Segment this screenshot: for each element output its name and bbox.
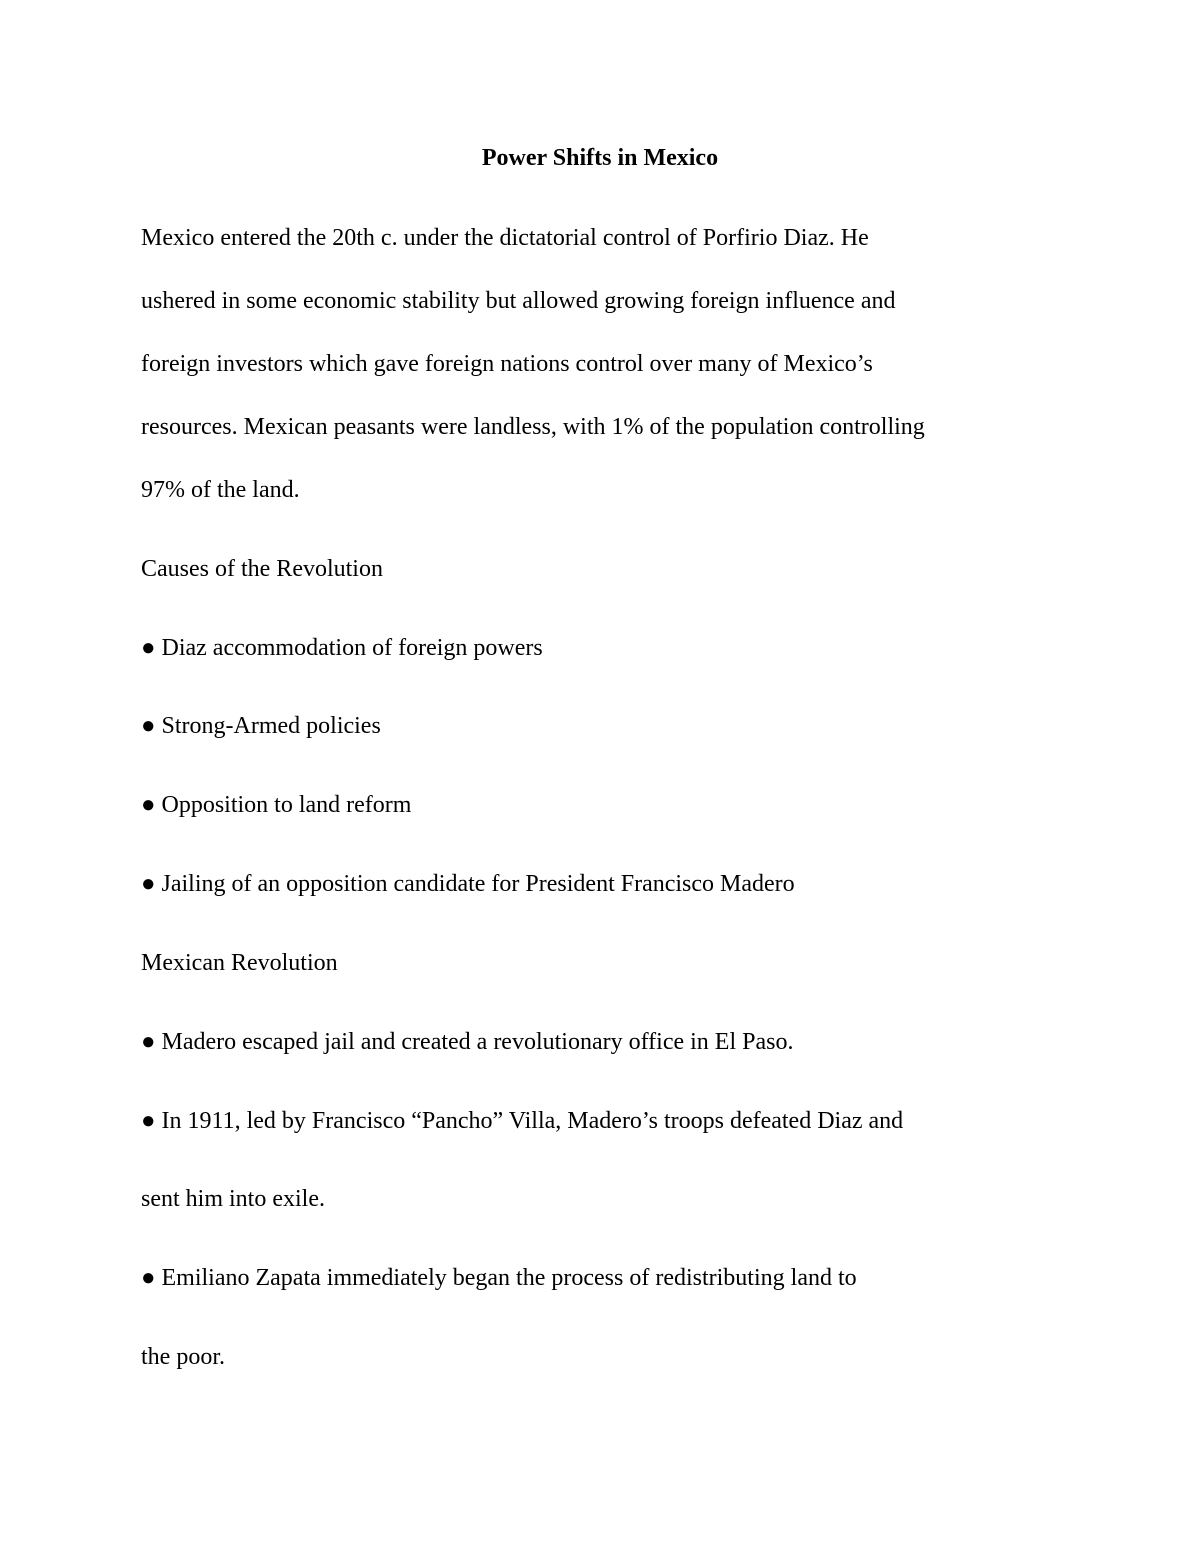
- revolution-heading: Mexican Revolution: [141, 950, 338, 976]
- bullet-icon: ●: [141, 1108, 156, 1134]
- revolution-item: [141, 1263, 857, 1293]
- revolution-item-text: Emiliano Zapata immediately began the process of redistributing land to: [161, 1265, 857, 1291]
- revolution-item-text: Madero escaped jail and created a revolutionary office in El Paso.: [161, 1029, 794, 1055]
- bullet-icon: ●: [141, 871, 156, 897]
- bullet-icon: ●: [141, 713, 156, 739]
- cause-item-text: Jailing of an opposition candidate for President Francisco Madero: [161, 871, 795, 897]
- cause-item-text: Strong-Armed policies: [161, 713, 381, 739]
- revolution-item: [141, 1106, 903, 1136]
- bullet-icon: ●: [141, 792, 156, 818]
- cause-item-text: Diaz accommodation of foreign powers: [161, 635, 543, 661]
- revolution-item-continuation: the poor.: [141, 1344, 225, 1370]
- causes-heading: Causes of the Revolution: [141, 556, 383, 582]
- bullet-icon: ●: [141, 1029, 156, 1055]
- intro-line-5: 97% of the land.: [141, 477, 300, 503]
- bullet-icon: ●: [141, 1265, 156, 1291]
- cause-item: [141, 711, 381, 741]
- intro-line-1: Mexico entered the 20th c. under the dictatorial control of Porfirio Diaz. He: [141, 225, 869, 251]
- cause-item: [141, 633, 543, 663]
- intro-line-2: ushered in some economic stability but allowed growing foreign influence and: [141, 288, 896, 314]
- intro-line-4: resources. Mexican peasants were landless, with 1% of the population controlling: [141, 414, 925, 440]
- revolution-item: [141, 1027, 793, 1057]
- cause-item: [141, 869, 795, 899]
- revolution-item-text: In 1911, led by Francisco “Pancho” Villa, Madero’s troops defeated Diaz and: [161, 1108, 904, 1134]
- intro-line-3: foreign investors which gave foreign nations control over many of Mexico’s: [141, 351, 873, 377]
- document-title: Power Shifts in Mexico: [481, 145, 719, 171]
- bullet-icon: ●: [141, 635, 156, 661]
- cause-item: [141, 790, 411, 820]
- revolution-item-continuation: sent him into exile.: [141, 1186, 325, 1212]
- cause-item-text: Opposition to land reform: [161, 792, 412, 818]
